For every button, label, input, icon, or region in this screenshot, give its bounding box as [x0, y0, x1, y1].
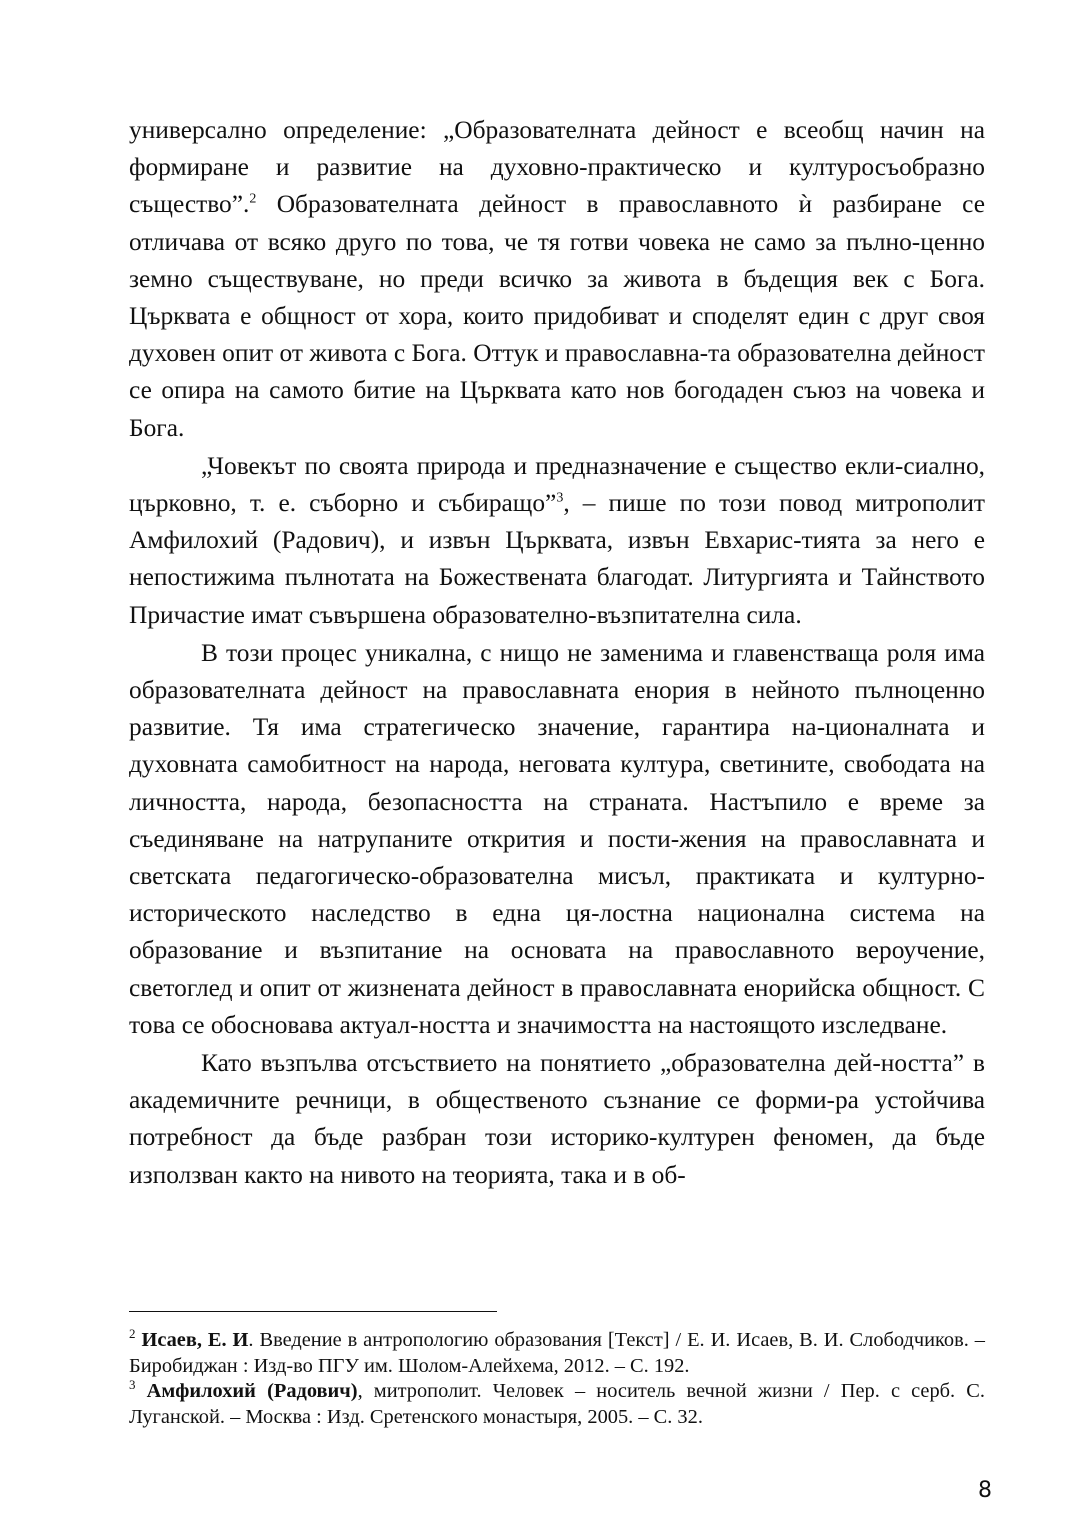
footnote-2 [129, 1328, 985, 1379]
footnote-3 [129, 1379, 985, 1430]
footnote-3-author: Амфилохий (Радович) [146, 1380, 358, 1402]
footnote-2-text: . Введение в антропологию образования [Текст] / Е. И. Исаев, В. И. Слободчиков. – Биробиджан : Изд-во ПГУ им. Шолом-Алейхема, 2012. – С. 192. [129, 1329, 985, 1377]
main-text [129, 112, 985, 1194]
footnote-3-text: , митрополит. Человек – носитель вечной жизни / Пер. с серб. С. Луганской. – Москва : Изд. Сретенского монастыря, 2005. – С. 32. [129, 1380, 985, 1428]
footnote-3-number: 3 [129, 1377, 136, 1393]
paragraph-1-text-b: Образователната дейност в православното ѝ разбиране се отличава от всяко друго по това, че тя готви човека не само за пълно-ценно земно съществуване, но преди всичко за живота в бъдещия век с Бога. Църквата е общност от хора, които придобиват и споделят един с друг своя духовен опит от живота с Бога. Оттук и православна-та образователна дейност се опира на самото битие на Църквата като нов богодаден съюз на човека и Бога. [129, 190, 985, 442]
footnote-ref-3[interactable]: 3 [556, 490, 564, 506]
footnote-ref-2[interactable]: 2 [249, 191, 257, 207]
paragraph-1-text-a: универсално определение: „Образователната дейност е всеобщ начин на формиране и развитие на духовно-практическо и културосъобразно същество”. [129, 116, 985, 219]
footnote-2-number: 2 [129, 1326, 136, 1342]
footnote-2-author: Исаев, Е. И [141, 1329, 249, 1351]
paragraph-3: В този процес уникална, с нищо не заменима и главенстваща роля има образователната дейност на православната енория в нейното пълноценно развитие. Тя има стратегическо значение, гарантира на-ционалната и духовната самобитност на народа, неговата култура, светините, свободата на личността, народа, безопасността на страната. Настъпило е време за съединяване на натрупаните открития и пости-жения на православната и светската педагогическо-образователна мисъл, практиката и културно-историческото наследство в една ця-лостна национална система на образование и възпитание на основата на православното вероучение, светоглед и опит от жизнената дейност в православната енорийска общност. С това се обосновава актуал-ността и значимостта на настоящото изследване. [129, 638, 985, 1039]
paragraph-2-text-a: „Човекът по своята природа и предназначение е същество екли-сиално, църковно, т. е. съборно и събиращо” [129, 451, 985, 518]
paragraph-4: Като възпълва отсъствието на понятието „образователна дей-ността” в академичните речници, в общественото съзнание се форми-ра устойчива потребност да бъде разбран този историко-културен феномен, да бъде използван както на нивото на теорията, така и в об- [129, 1049, 985, 1189]
paragraph-2 [129, 448, 985, 634]
footnote-separator [129, 1311, 497, 1312]
footnotes [129, 1328, 985, 1430]
page-number: 8 [978, 1478, 992, 1503]
paragraph-2-text-b: , – пише по този повод митрополит Амфилохий (Радович), и извън Църквата, извън Евхарис-тията за него е непостижима пълнотата на Божествената благодат. Литургията и Тайнството Причастие имат съвършена образователно-възпитателна сила. [129, 489, 986, 629]
paragraph-1 [129, 112, 985, 447]
